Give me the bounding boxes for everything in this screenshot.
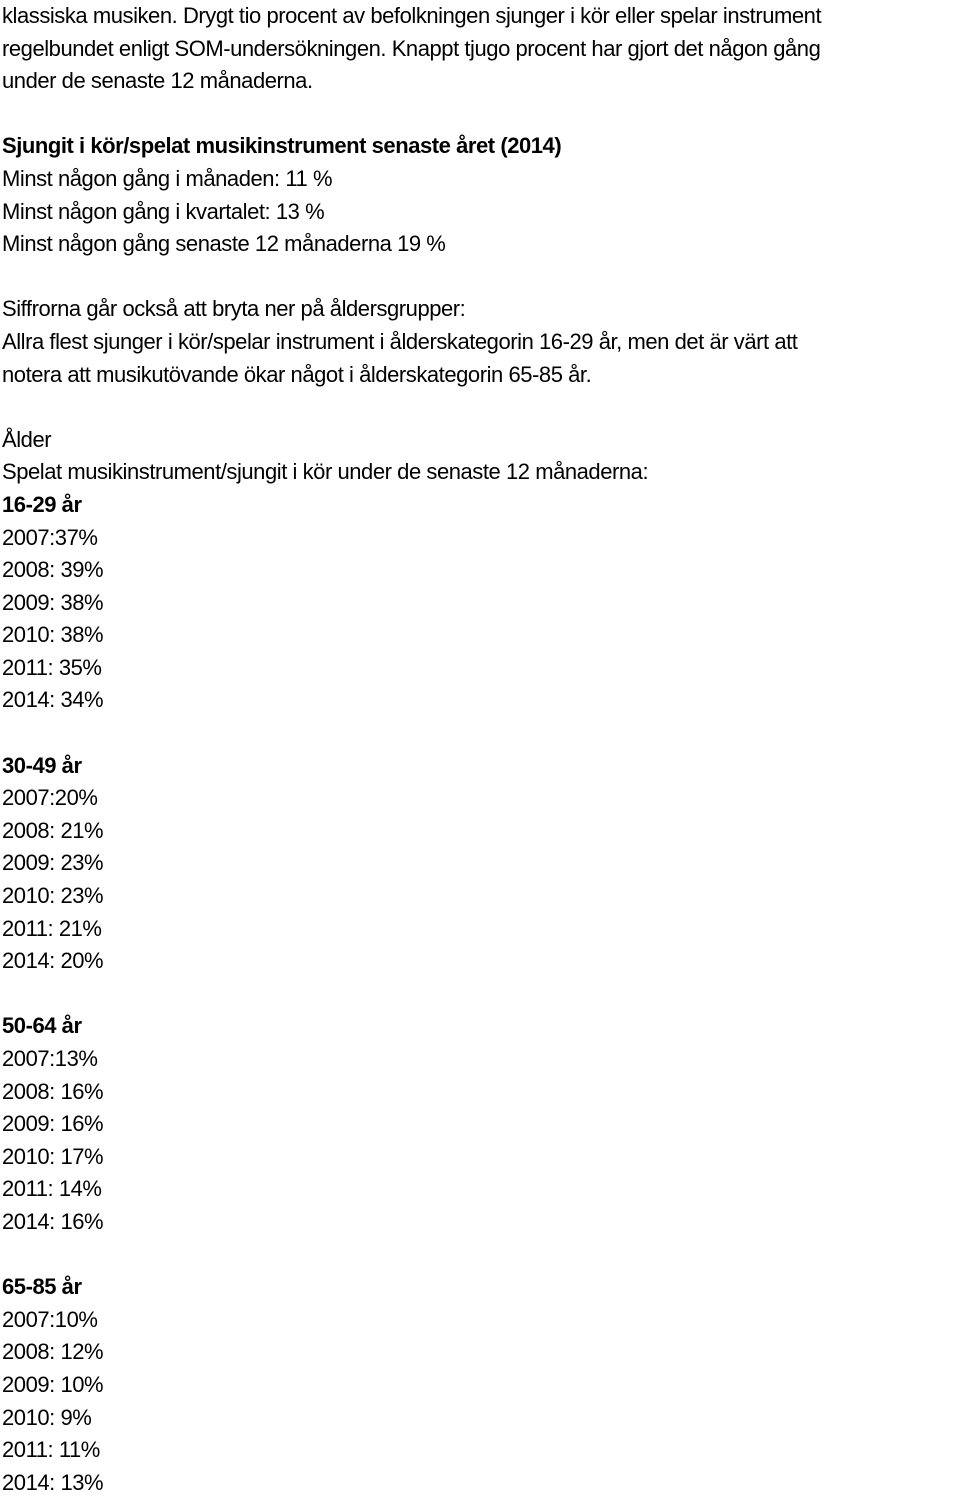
summary-section: [2, 130, 960, 260]
spacer: [2, 978, 960, 1011]
age-group-row: 2009: 38%: [2, 589, 104, 615]
intro-line: regelbundet enligt SOM-undersökningen. Knappt tjugo procent har gjort det någon gång: [2, 35, 821, 61]
summary-line: Minst någon gång i kvartalet: 13 %: [2, 198, 325, 224]
age-group-50-64: [2, 1010, 960, 1238]
age-group-row: 2008: 16%: [2, 1078, 104, 1104]
age-group-row: 2009: 16%: [2, 1111, 104, 1137]
spacer: [2, 261, 960, 294]
summary-heading: Sjungit i kör/spelat musikinstrument senaste året (2014): [2, 133, 562, 159]
age-intro-paragraph: [2, 293, 960, 391]
age-intro-line: notera att musikutövande ökar något i ålderskategorin 65-85 år.: [2, 361, 592, 387]
age-group-16-29: [2, 489, 960, 717]
age-group-row: 2008: 39%: [2, 557, 104, 583]
age-group-row: 2014: 34%: [2, 687, 104, 713]
age-group-row: 2010: 38%: [2, 622, 104, 648]
age-group-30-49: [2, 750, 960, 978]
spacer: [2, 717, 960, 750]
age-group-row: 2011: 14%: [2, 1176, 102, 1202]
age-group-row: 2008: 21%: [2, 817, 104, 843]
age-group-row: 2011: 11%: [2, 1437, 100, 1463]
intro-line: under de senaste 12 månaderna.: [2, 68, 313, 94]
age-group-row: 2011: 21%: [2, 915, 102, 941]
age-group-heading: 65-85 år: [2, 1274, 82, 1300]
age-group-row: 2007:20%: [2, 785, 98, 811]
age-section: [2, 424, 960, 1499]
age-group-row: 2010: 17%: [2, 1143, 104, 1169]
age-group-row: 2014: 13%: [2, 1469, 104, 1495]
spacer: [2, 391, 960, 424]
summary-line: Minst någon gång i månaden: 11 %: [2, 165, 333, 191]
age-intro-line: Siffrorna går också att bryta ner på åldersgrupper:: [2, 296, 466, 322]
age-group-row: 2008: 12%: [2, 1339, 104, 1365]
age-subtitle: Spelat musikinstrument/sjungit i kör under de senaste 12 månaderna:: [2, 459, 649, 485]
age-group-row: 2007:37%: [2, 524, 98, 550]
spacer: [2, 98, 960, 131]
age-group-row: 2014: 20%: [2, 948, 104, 974]
age-group-row: 2011: 35%: [2, 654, 102, 680]
age-group-row: 2014: 16%: [2, 1208, 104, 1234]
age-group-heading: 16-29 år: [2, 491, 82, 517]
summary-line: Minst någon gång senaste 12 månaderna 19 %: [2, 231, 446, 257]
age-group-row: 2007:13%: [2, 1046, 98, 1071]
spacer: [2, 1239, 960, 1272]
age-group-row: 2009: 23%: [2, 850, 104, 876]
intro-paragraph: [2, 0, 960, 98]
age-group-row: 2009: 10%: [2, 1371, 104, 1397]
age-group-heading: 50-64 år: [2, 1013, 82, 1039]
age-group-heading: 30-49 år: [2, 752, 82, 778]
age-group-65-85: [2, 1271, 960, 1499]
age-group-row: 2010: 23%: [2, 883, 104, 909]
age-group-row: 2007:10%: [2, 1306, 98, 1332]
age-intro-line: Allra flest sjunger i kör/spelar instrument i ålderskategorin 16-29 år, men det är värt att: [2, 328, 798, 354]
intro-line: klassiska musiken. Drygt tio procent av befolkningen sjunger i kör eller spelar instrument: [2, 3, 822, 28]
age-label: Ålder: [2, 426, 52, 452]
age-group-row: 2010: 9%: [2, 1404, 92, 1430]
